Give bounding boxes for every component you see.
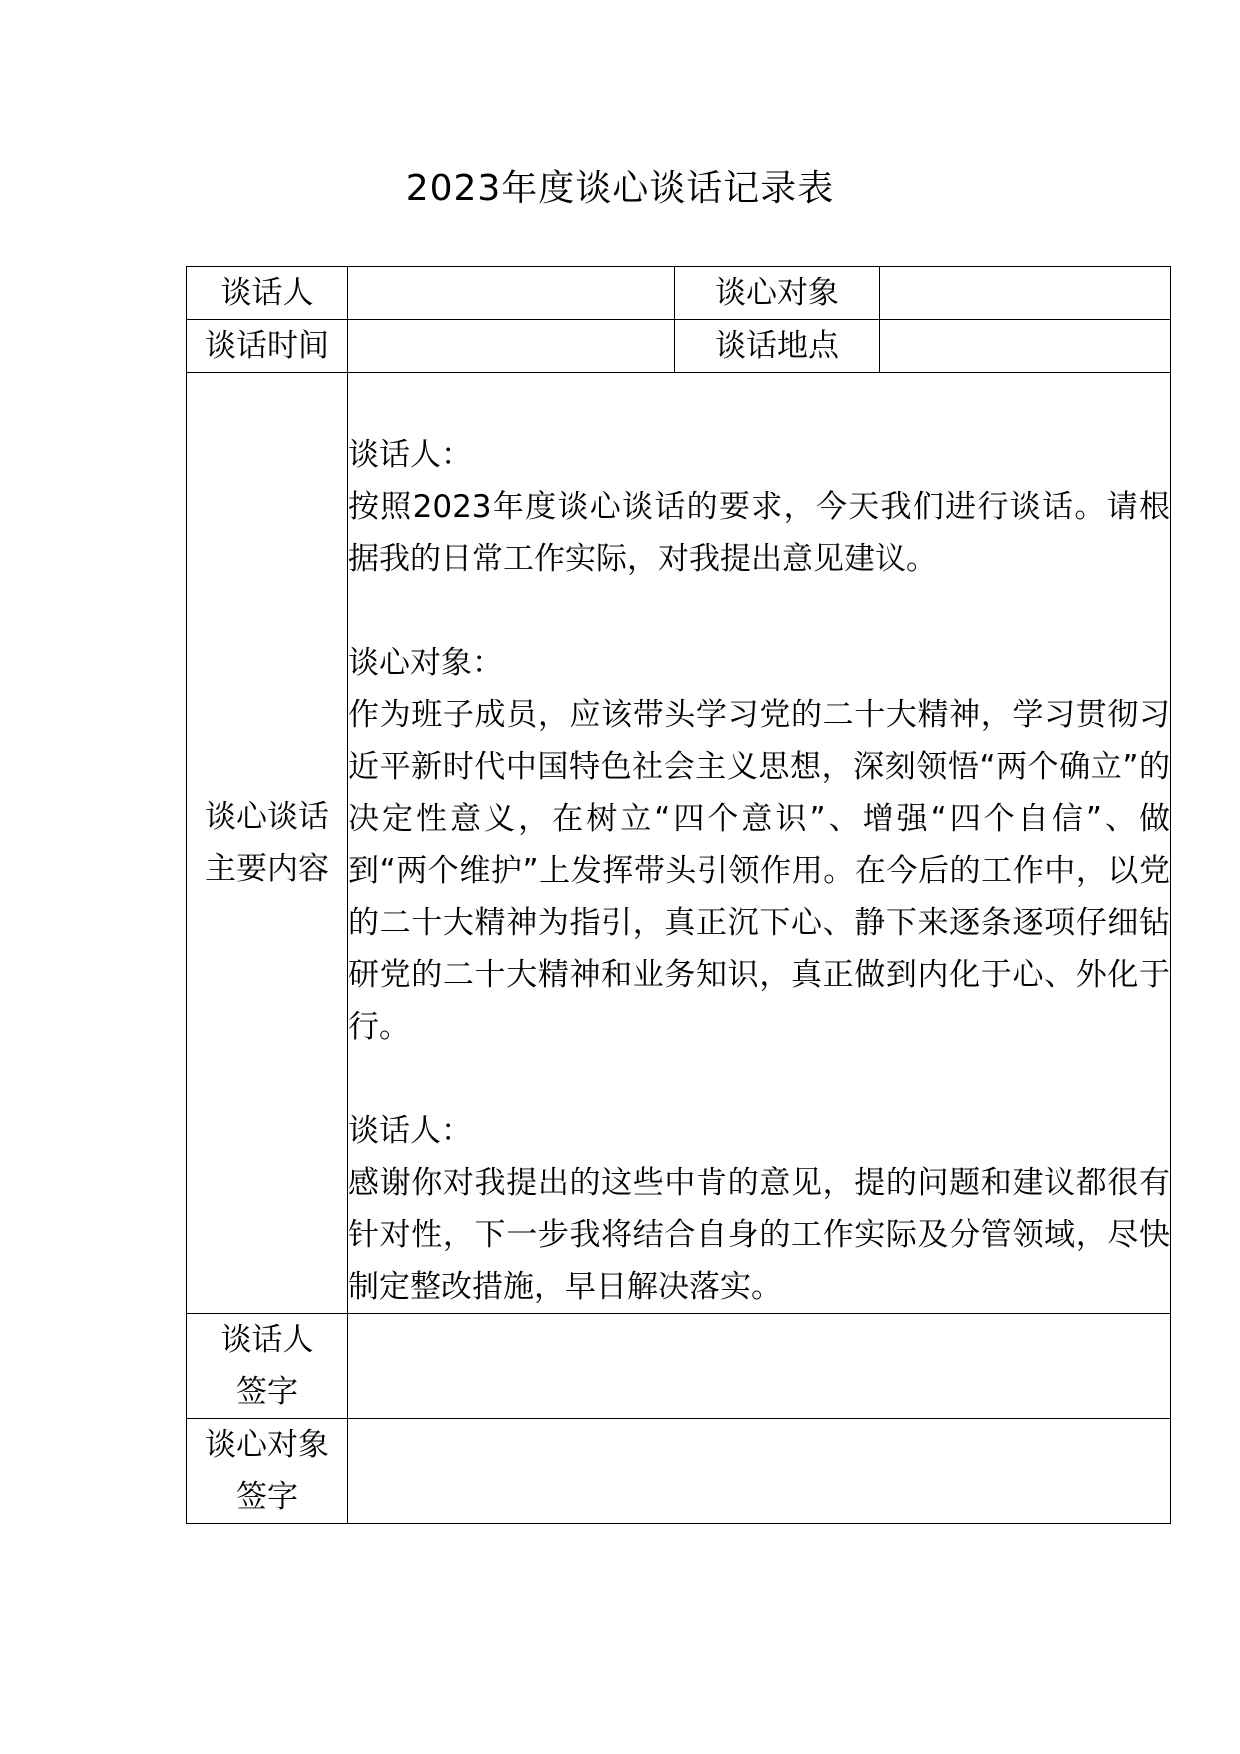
content-paragraph: 感谢你对我提出的这些中肯的意见，提的问题和建议都很有针对性，下一步我将结合自身的工作实际及分管领域，尽快制定整改措施，早日解决落实。 bbox=[348, 1165, 1170, 1305]
table-row bbox=[187, 320, 1171, 373]
record-table bbox=[186, 266, 1171, 1524]
talk-time-value[interactable] bbox=[348, 320, 675, 373]
speaker-label: 谈心对象： bbox=[348, 645, 503, 681]
content-paragraph: 作为班子成员，应该带头学习党的二十大精神，学习贯彻习近平新时代中国特色社会主义思想，深刻领悟“两个确立”的决定性意义，在树立“四个意识”、增强“四个自信”、做到“两个维护”上发挥带头引领作用。在今后的工作中，以党的二十大精神为指引，真正沉下心、静下来逐条逐项仔细钻研党的二十大精神和业务知识，真正做到内化于心、外化于行。 bbox=[348, 697, 1170, 1045]
talker-label: 谈话人 bbox=[187, 267, 348, 320]
talker-value[interactable] bbox=[348, 267, 675, 320]
interviewee-signature-label-line2: 签字 bbox=[236, 1479, 298, 1515]
talk-location-label: 谈话地点 bbox=[675, 320, 880, 373]
interviewee-label: 谈心对象 bbox=[675, 267, 880, 320]
talker-signature-label-line1: 谈话人 bbox=[220, 1322, 314, 1358]
talk-time-label: 谈话时间 bbox=[187, 320, 348, 373]
talker-signature-label bbox=[187, 1314, 348, 1419]
table-row bbox=[187, 1419, 1171, 1524]
content-cell[interactable] bbox=[348, 373, 1171, 1314]
table-row bbox=[187, 267, 1171, 320]
speaker-label: 谈话人： bbox=[348, 1113, 472, 1149]
table-row bbox=[187, 373, 1171, 1314]
interviewee-signature-field[interactable] bbox=[348, 1419, 1171, 1524]
content-label bbox=[187, 373, 348, 1314]
talker-signature-label-line2: 签字 bbox=[236, 1374, 298, 1410]
talker-signature-field[interactable] bbox=[348, 1314, 1171, 1419]
content-paragraph: 按照2023年度谈心谈话的要求，今天我们进行谈话。请根据我的日常工作实际，对我提出意见建议。 bbox=[348, 489, 1170, 577]
content-body bbox=[348, 373, 1170, 1313]
interviewee-signature-label bbox=[187, 1419, 348, 1524]
content-label-line2: 主要内容 bbox=[205, 851, 329, 887]
content-label-line1: 谈心谈话 bbox=[205, 799, 329, 835]
interviewee-value[interactable] bbox=[880, 267, 1171, 320]
table-row bbox=[187, 1314, 1171, 1419]
talk-location-value[interactable] bbox=[880, 320, 1171, 373]
speaker-label: 谈话人： bbox=[348, 437, 472, 473]
interviewee-signature-label-line1: 谈心对象 bbox=[205, 1427, 329, 1463]
page-title: 2023年度谈心谈话记录表 bbox=[405, 168, 835, 209]
